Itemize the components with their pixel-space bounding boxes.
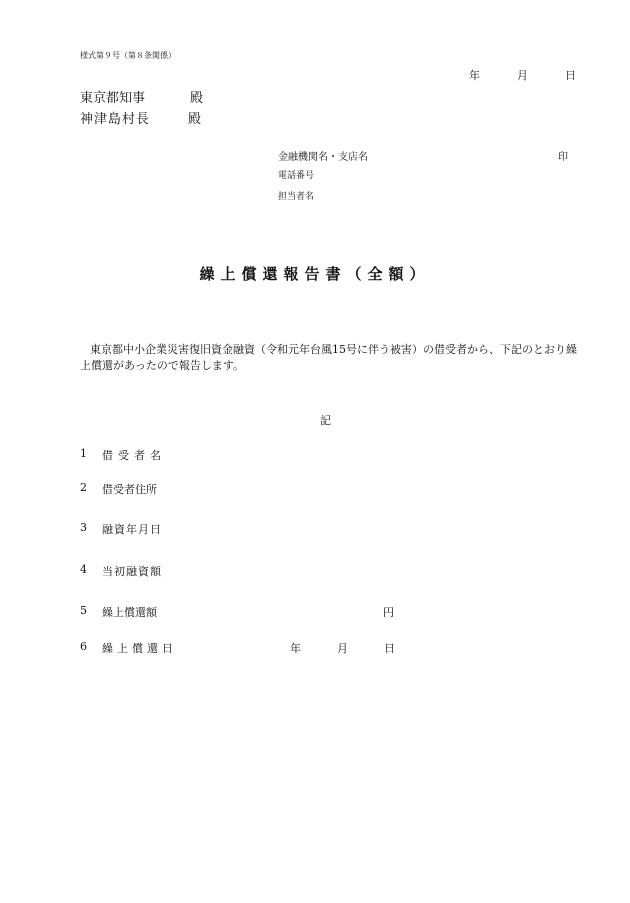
- item-number: 3: [80, 521, 87, 534]
- item-label: 借受者住所: [102, 483, 157, 496]
- date-day-label: 日: [565, 69, 576, 82]
- yen-unit-label: 円: [383, 606, 394, 619]
- phone-label: 電話番号: [278, 171, 315, 181]
- institution-label: 金融機関名・支店名: [278, 152, 368, 163]
- item-label: 繰上償還日: [102, 642, 177, 655]
- item-number: 6: [80, 640, 87, 653]
- seal-label: 印: [558, 152, 568, 163]
- addressee-village-head: 神津島村長: [80, 112, 151, 127]
- item-label: 借受者名: [102, 449, 166, 462]
- addressee-honorific-village-head: 殿: [188, 112, 202, 127]
- repayment-month-label: 月: [337, 642, 348, 655]
- item-label: 融資年月日: [102, 523, 162, 536]
- date-month-label: 月: [517, 69, 528, 82]
- addressee-honorific-governor: 殿: [190, 91, 204, 106]
- addressee-governor: 東京都知事: [80, 91, 146, 106]
- item-label: 繰上償還額: [102, 606, 157, 619]
- date-year-label: 年: [469, 69, 480, 82]
- item-number: 5: [80, 604, 87, 617]
- ki-label: 記: [320, 414, 331, 427]
- repayment-day-label: 日: [384, 642, 395, 655]
- item-number: 1: [80, 447, 87, 460]
- body-paragraph: 東京都中小企業災害復旧資金融資（令和元年台風15号に伴う被害）の借受者から、下記のとおり繰上償還があったので報告します。: [80, 343, 577, 372]
- item-number: 4: [80, 563, 87, 576]
- staff-label: 担当者名: [278, 192, 315, 202]
- item-label: 当初融資額: [102, 565, 162, 578]
- form-number: 様式第９号（第８条関係）: [80, 51, 176, 60]
- repayment-year-label: 年: [290, 642, 301, 655]
- document-title: 繰上償還報告書（全額）: [199, 265, 431, 283]
- item-number: 2: [80, 481, 87, 494]
